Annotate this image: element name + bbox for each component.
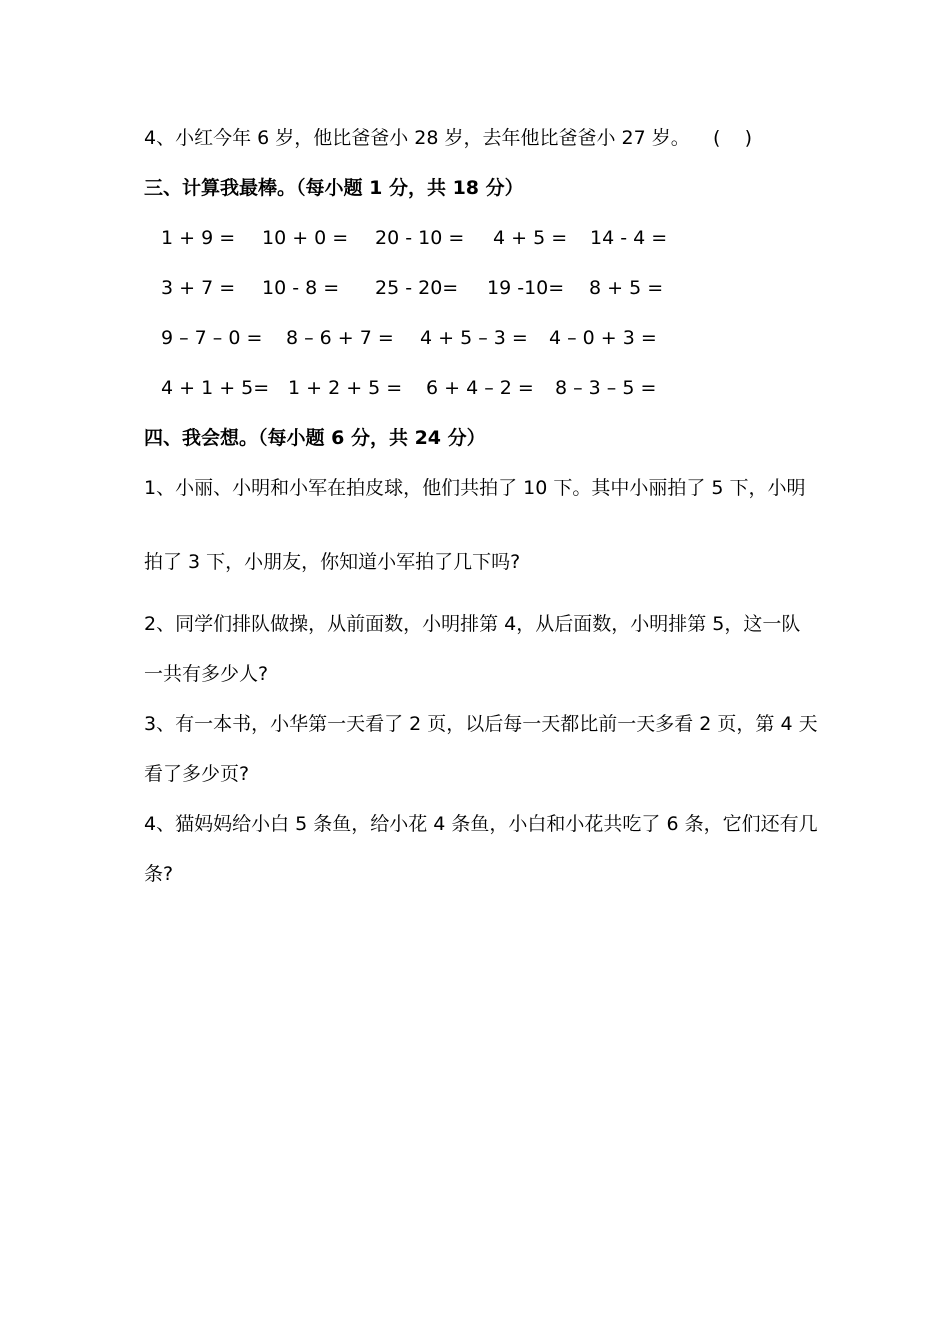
equation: 25 - 20= bbox=[375, 277, 459, 299]
equation: 8 – 6 + 7 = bbox=[286, 327, 394, 349]
equation: 19 -10= bbox=[487, 277, 565, 299]
word-problem-2-line-1: 2、同学们排队做操，从前面数，小明排第 4，从后面数，小明排第 5，这一队 bbox=[144, 613, 801, 635]
equation: 8 – 3 – 5 = bbox=[555, 377, 657, 399]
equation: 4 – 0 + 3 = bbox=[549, 327, 657, 349]
equation: 3 + 7 = bbox=[161, 277, 236, 299]
answer-parentheses: ( ) bbox=[713, 127, 752, 149]
equation: 4 + 5 – 3 = bbox=[420, 327, 528, 349]
word-problem-4-line-2: 条? bbox=[144, 863, 174, 885]
word-problem-3-line-2: 看了多少页? bbox=[144, 763, 250, 785]
word-problem-2-line-2: 一共有多少人? bbox=[144, 663, 269, 685]
equation: 4 + 1 + 5= bbox=[161, 377, 270, 399]
equation: 14 - 4 = bbox=[590, 227, 668, 249]
equation: 1 + 9 = bbox=[161, 227, 236, 249]
judgement-item-4: 4、小红今年 6 岁，他比爸爸小 28 岁，去年他比爸爸小 27 岁。 bbox=[144, 127, 690, 149]
equation: 20 - 10 = bbox=[375, 227, 465, 249]
equation: 4 + 5 = bbox=[493, 227, 568, 249]
section-3-heading: 三、计算我最棒。（每小题 1 分，共 18 分） bbox=[144, 177, 524, 199]
word-problem-3-line-1: 3、有一本书，小华第一天看了 2 页，以后每一天都比前一天多看 2 页，第 4 天 bbox=[144, 713, 818, 735]
equation: 6 + 4 – 2 = bbox=[426, 377, 534, 399]
equation: 10 - 8 = bbox=[262, 277, 340, 299]
equation: 10 + 0 = bbox=[262, 227, 349, 249]
equation: 1 + 2 + 5 = bbox=[288, 377, 403, 399]
word-problem-1-line-2: 拍了 3 下，小朋友，你知道小军拍了几下吗? bbox=[144, 551, 521, 573]
word-problem-1-line-1: 1、小丽、小明和小军在拍皮球，他们共拍了 10 下。其中小丽拍了 5 下，小明 bbox=[144, 477, 806, 499]
section-4-heading: 四、我会想。（每小题 6 分，共 24 分） bbox=[144, 427, 486, 449]
word-problem-4-line-1: 4、猫妈妈给小白 5 条鱼，给小花 4 条鱼，小白和小花共吃了 6 条，它们还有几 bbox=[144, 813, 818, 835]
equation: 9 – 7 – 0 = bbox=[161, 327, 263, 349]
equation: 8 + 5 = bbox=[589, 277, 664, 299]
